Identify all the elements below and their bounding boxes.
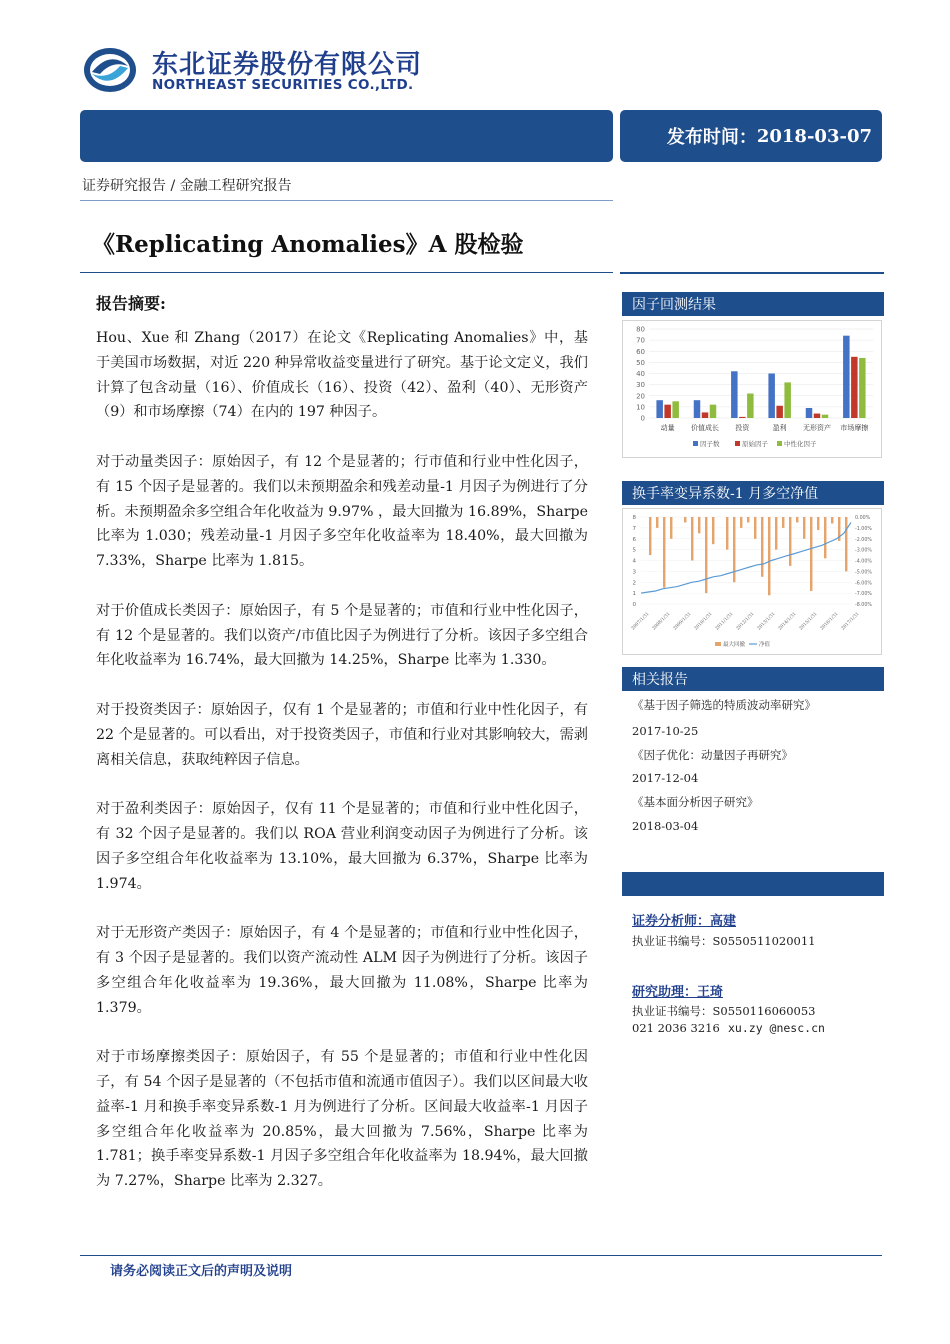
legend-swatch <box>735 441 740 446</box>
drawdown-bar <box>782 517 784 528</box>
related-report-link[interactable]: 《基于因子筛选的特质波动率研究》 <box>632 698 816 712</box>
assistant-label <box>632 981 723 1000</box>
bar-原始因子 <box>664 405 671 418</box>
publish-label: 发布时间： <box>666 127 757 148</box>
drawdown-bar <box>761 517 763 577</box>
drawdown-bar <box>796 517 798 522</box>
bar-中性化因子 <box>822 415 829 418</box>
drawdown-bar <box>656 517 658 528</box>
left-y-tick: 4 <box>632 558 636 565</box>
assistant-label-text: 研究助理： <box>632 985 698 1000</box>
legend-label: 原始因子 <box>742 440 768 448</box>
legend-swatch <box>777 441 782 446</box>
drawdown-bar <box>698 517 700 533</box>
company-name-en: NORTHEAST SECURITIES CO.,LTD. <box>152 77 414 93</box>
right-y-tick: -7.00% <box>855 592 872 598</box>
paragraph: 对于盈利类因子：原始因子，仅有 11 个是显著的；市值和行业中性化因子，有 32 个因子是显著的。我们以 ROA 营业利润变动因子为例进行了分析。该因子多空组合年化收益率为 13.10%，最大回撤为 6.37%，Sharpe 比率为 1.974。 <box>96 801 588 892</box>
right-y-tick: -2.00% <box>855 537 872 543</box>
legend-label: 净值 <box>759 642 771 648</box>
x-tick-label: 市场摩擦 <box>840 424 869 432</box>
publish-date: 2018-03-07 <box>756 125 872 147</box>
right-y-tick: -6.00% <box>855 581 872 587</box>
analyst-name: 高建 <box>710 914 737 929</box>
bar-因子数 <box>694 400 701 418</box>
report-title: 《Replicating Anomalies》A 股检验 <box>92 231 524 258</box>
x-tick-label: 2009/1/31 <box>672 611 693 632</box>
x-tick-label: 2013/1/31 <box>756 611 777 632</box>
divider <box>80 200 613 201</box>
y-tick-label: 70 <box>636 336 645 345</box>
x-tick-label: 2012/1/31 <box>735 611 756 632</box>
bar-中性化因子 <box>672 401 679 418</box>
bar-中性化因子 <box>747 394 754 418</box>
summary-heading: 报告摘要: <box>96 294 166 313</box>
left-y-tick: 1 <box>632 591 636 598</box>
summary-body <box>96 326 588 1219</box>
bar-原始因子 <box>702 412 709 418</box>
drawdown-bar <box>810 517 812 591</box>
bar-因子数 <box>806 408 813 418</box>
legend-label: 最大回撤 <box>723 642 746 648</box>
chart2-title-bar <box>622 481 884 505</box>
related-report-date: 2017-12-04 <box>632 771 699 785</box>
assistant-email[interactable]: xu.zy @nesc.cn <box>728 1021 825 1035</box>
drawdown-bar <box>845 517 847 571</box>
company-name-cn: 东北证券股份有限公司 <box>152 50 423 80</box>
left-y-tick: 0 <box>632 602 636 608</box>
turnover-longshort-chart <box>622 508 882 655</box>
x-tick-label: 2008/1/31 <box>651 611 672 632</box>
bar-原始因子 <box>739 417 746 418</box>
paragraph: 对于市场摩擦类因子：原始因子，有 55 个是显著的；市值和行业中性化因子，有 54 个因子是显著的（不包括市值和流通市值因子）。我们以区间最大收益率-1 月和换手率变异系数-1 月为例进行了分析。区间最大收益率-1 月因子多空组合年化收益率为 20.85%，最大回撤为 7.56%，Sharpe 比率为 1.781；换手率变异系数-1 月因子多空组合年化收益率为 18.94%，最大回撤为 7.27%，Sharpe 比率为 2.327。 <box>96 1049 588 1190</box>
left-y-tick: 6 <box>632 536 636 543</box>
related-report-date: 2017-10-25 <box>632 724 699 738</box>
x-tick-label: 动量 <box>660 424 675 432</box>
paragraph: Hou、Xue 和 Zhang（2017）在论文《Replicating Anomalies》中，基于美国市场数据，对近 220 种异常收益变量进行了研究。基于论文定义，我们计算了包含动量（16）、价值成长（16）、投资（42）、盈利（40）、无形资产（9）和市场摩擦（74）在内的 197 种因子。 <box>96 330 588 421</box>
legend-label: 因子数 <box>700 440 720 448</box>
y-tick-label: 50 <box>636 358 645 367</box>
related-report-date: 2018-03-04 <box>632 819 699 833</box>
x-tick-label: 价值成长 <box>691 424 719 432</box>
x-tick-label: 2017/1/31 <box>840 611 861 632</box>
analyst-section-bar <box>622 872 884 896</box>
bar-中性化因子 <box>784 382 791 418</box>
analyst-label-text: 证券分析师： <box>632 914 711 929</box>
footer-divider <box>80 1255 882 1256</box>
left-y-tick: 7 <box>632 525 636 532</box>
assistant-phone: 021 2036 3216 <box>632 1021 720 1035</box>
drawdown-bar <box>831 517 833 524</box>
left-y-tick: 3 <box>632 569 636 576</box>
drawdown-bar <box>747 517 749 522</box>
title-divider <box>80 272 613 273</box>
right-y-tick: -8.00% <box>855 603 872 608</box>
x-tick-label: 2010/1/31 <box>693 611 714 632</box>
bar-因子数 <box>768 374 775 419</box>
y-tick-label: 10 <box>636 403 645 412</box>
left-y-tick: 5 <box>632 547 636 554</box>
analyst-cert: 执业证书编号：S0550511020011 <box>632 934 816 948</box>
y-tick-label: 60 <box>636 347 645 356</box>
legend-swatch <box>693 441 698 446</box>
drawdown-bar <box>789 517 791 566</box>
right-y-tick: -5.00% <box>855 570 872 576</box>
company-logo-icon <box>82 46 138 94</box>
left-y-tick: 8 <box>632 515 636 521</box>
factor-backtest-chart-svg <box>623 321 881 457</box>
analyst-label <box>632 910 736 929</box>
footer-disclaimer: 请务必阅读正文后的声明及说明 <box>110 1264 293 1279</box>
drawdown-bar <box>712 517 714 544</box>
y-tick-label: 20 <box>636 392 645 401</box>
bar-中性化因子 <box>859 358 866 418</box>
paragraph: 对于投资类因子：原始因子，仅有 1 个是显著的；市值和行业中性化因子，有 22 个是显著的。可以看出，对于投资类因子，市值和行业对其影响较大，需剥离相关信息，获取纯粹因子信息。 <box>96 701 588 768</box>
bar-因子数 <box>656 400 663 418</box>
x-tick-label: 2015/1/31 <box>798 611 819 632</box>
x-tick-label: 2014/1/31 <box>777 611 798 632</box>
assistant-cert: 执业证书编号：S0550116060053 <box>632 1004 816 1018</box>
bar-原始因子 <box>851 357 858 418</box>
related-title: 相关报告 <box>632 672 688 688</box>
drawdown-bar <box>726 517 728 550</box>
bar-中性化因子 <box>710 405 717 418</box>
drawdown-bar <box>824 517 826 558</box>
drawdown-bar <box>705 517 707 593</box>
drawdown-bar <box>663 517 665 588</box>
paragraph: 对于动量类因子：原始因子，有 12 个是显著的；行市值和行业中性化因子，有 15 个因子是显著的。我们以未预期盈余和残差动量-1 月因子为例进行了分析。未预期盈余多空组合年化收益为 9.97% ，最大回撤为 16.89%，Sharpe 比率为 1.030；残差动量-1 月因子多空年化收益率为 18.40%，最大回撤为 7.33%，Sharpe 比率为 1.815。 <box>96 453 588 570</box>
y-tick-label: 80 <box>636 325 645 334</box>
legend-swatch <box>715 642 721 646</box>
drawdown-bar <box>684 517 686 522</box>
publish-date-band <box>620 110 882 162</box>
related-report-link[interactable]: 《因子优化：动量因子再研究》 <box>632 748 793 762</box>
drawdown-bar <box>670 517 672 539</box>
related-title-bar <box>622 667 884 691</box>
paragraph: 对于价值成长类因子：原始因子，有 5 个是显著的；市值和行业中性化因子，有 12 个是显著的。我们以资产/市值比因子为例进行了分析。该因子多空组合年化收益率为 16.74%，最大回撤为 14.25%，Sharpe 比率为 1.330。 <box>96 602 588 669</box>
drawdown-bar <box>649 517 651 555</box>
x-tick-label: 投资 <box>735 424 750 432</box>
bar-因子数 <box>843 336 850 418</box>
drawdown-bar <box>740 517 742 528</box>
legend-label: 中性化因子 <box>784 440 817 448</box>
right-y-tick: -3.00% <box>855 548 872 554</box>
chart1-title: 因子回测结果 <box>632 297 716 313</box>
bar-原始因子 <box>776 406 783 418</box>
x-tick-label: 2007/1/31 <box>630 611 651 632</box>
drawdown-bar <box>775 517 777 550</box>
y-tick-label: 40 <box>636 370 645 378</box>
y-tick-label: 0 <box>640 414 645 423</box>
drawdown-bar <box>768 517 770 595</box>
bar-原始因子 <box>814 414 821 418</box>
left-y-tick: 2 <box>632 580 636 587</box>
right-y-tick: 0.00% <box>855 516 871 521</box>
right-y-tick: -1.00% <box>855 526 872 532</box>
drawdown-bar <box>803 517 805 539</box>
chart1-title-bar <box>622 292 884 316</box>
drawdown-bar <box>817 517 819 530</box>
related-report-link[interactable]: 《基本面分析因子研究》 <box>632 795 759 809</box>
y-tick-label: 30 <box>636 381 645 390</box>
right-y-tick: -4.00% <box>855 559 872 565</box>
assistant-name: 王琦 <box>697 985 724 1000</box>
drawdown-bar <box>754 517 756 539</box>
turnover-longshort-chart-svg <box>623 509 881 654</box>
paragraph: 对于无形资产类因子：原始因子，有 4 个是显著的；市值和行业中性化因子，有 3 个因子是显著的。我们以资产流动性 ALM 因子为例进行了分析。该因子多空组合年化收益率为 19.36%，最大回撤为 11.08%，Sharpe 比率为 1.379。 <box>96 925 588 1016</box>
sidebar-top-divider <box>620 272 884 274</box>
header-band <box>80 110 613 162</box>
drawdown-bar <box>691 517 693 561</box>
bar-因子数 <box>731 371 738 418</box>
x-tick-label: 无形资产 <box>803 424 831 432</box>
chart2-title: 换手率变异系数-1 月多空净值 <box>632 486 819 502</box>
x-tick-label: 2016/1/31 <box>819 611 840 632</box>
factor-backtest-chart <box>622 320 882 458</box>
x-tick-label: 盈利 <box>772 424 787 432</box>
x-tick-label: 2011/1/31 <box>714 611 735 632</box>
breadcrumb: 证券研究报告 / 金融工程研究报告 <box>82 178 292 194</box>
